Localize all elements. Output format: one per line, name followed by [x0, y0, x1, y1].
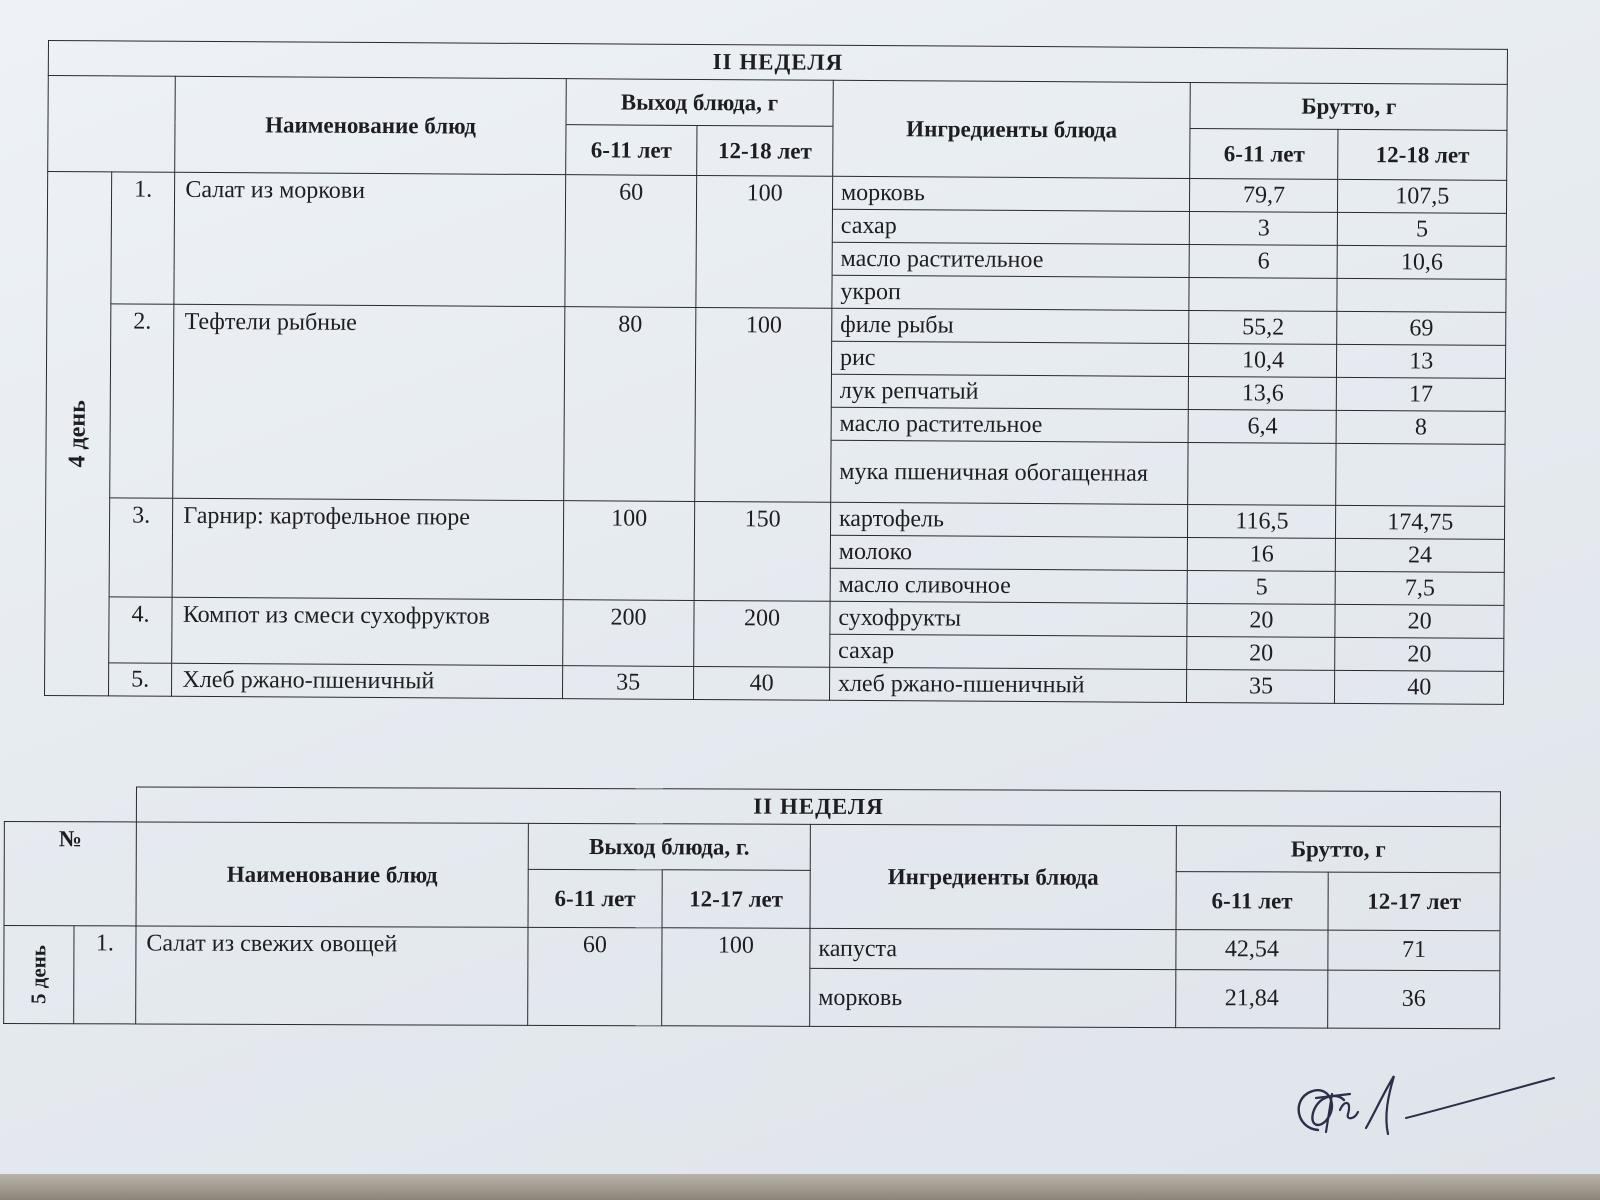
- dish-yield-a: 35: [562, 666, 694, 700]
- dish-yield-b: 40: [694, 666, 830, 700]
- ingredient-name: морковь: [832, 176, 1190, 211]
- header-gross-age-a: 6-11 лет: [1176, 872, 1328, 931]
- ingredient-gross-b: 40: [1335, 670, 1504, 704]
- ingredient-gross-a: 13,6: [1189, 376, 1337, 410]
- header-dish-name: Наименование блюд: [175, 76, 566, 174]
- ingredient-gross-a: [1189, 277, 1337, 311]
- ingredient-gross-b: 8: [1336, 410, 1505, 444]
- day-label: [26, 945, 51, 1004]
- ingredient-name: сахар: [832, 209, 1190, 244]
- week-title: II НЕДЕЛЯ: [48, 41, 1507, 85]
- week-title: II НЕДЕЛЯ: [136, 787, 1500, 827]
- ingredient-name: хлеб ржано-пшеничный: [829, 667, 1187, 702]
- header-ingredients: Ингредиенты блюда: [833, 80, 1191, 178]
- ingredient-gross-a: 6,4: [1189, 409, 1337, 443]
- ingredient-gross-b: 17: [1337, 377, 1506, 411]
- ingredient-gross-a: 116,5: [1188, 504, 1336, 538]
- dish-yield-b: 200: [694, 600, 830, 667]
- ingredient-name: укроп: [832, 275, 1190, 310]
- ingredient-name: картофель: [830, 502, 1188, 537]
- menu-table-day-4: [44, 40, 1508, 705]
- header-gross-age-a: 6-11 лет: [1190, 128, 1338, 179]
- ingredient-gross-b: 24: [1336, 538, 1505, 572]
- dish-yield-b: 150: [694, 501, 830, 601]
- ingredient-name: лук репчатый: [831, 374, 1189, 409]
- ingredient-name: рис: [831, 341, 1189, 376]
- ingredient-gross-a: 16: [1188, 537, 1336, 571]
- ingredient-gross-a: 5: [1188, 570, 1336, 604]
- ingredient-gross-a: 55,2: [1189, 310, 1337, 344]
- dish-yield-a: 80: [563, 307, 696, 502]
- ingredient-name: морковь: [810, 968, 1176, 1027]
- ingredient-gross-a: 21,84: [1176, 970, 1328, 1029]
- header-dish-name: Наименование блюд: [136, 822, 528, 927]
- ingredient-gross-b: 71: [1328, 930, 1500, 971]
- day-word: день: [26, 945, 51, 989]
- ingredient-gross-a: 79,7: [1190, 178, 1338, 212]
- ingredient-gross-b: 69: [1337, 311, 1506, 345]
- ingredient-gross-a: 35: [1187, 669, 1335, 703]
- dish-yield-a: 60: [565, 175, 697, 308]
- header-yield-age-a: 6-11 лет: [565, 125, 697, 176]
- ingredient-gross-a: 20: [1187, 636, 1335, 670]
- ingredient-name: филе рыбы: [832, 308, 1190, 343]
- ingredient-name: масло сливочное: [830, 568, 1188, 603]
- ingredient-gross-b: 10,6: [1337, 245, 1506, 279]
- dish-name: Хлеб ржано-пшеничный: [172, 663, 563, 698]
- dish-number: 3.: [109, 498, 173, 597]
- dish-name: Салат из свежих овощей: [136, 926, 528, 1025]
- dish-yield-a: 100: [563, 501, 695, 601]
- dish-number: 1.: [74, 926, 136, 1024]
- desk-edge: [0, 1174, 1600, 1200]
- dish-yield-b: 100: [696, 175, 832, 308]
- ingredient-name: масло растительное: [832, 242, 1190, 277]
- ingredient-name: масло растительное: [831, 407, 1189, 442]
- dish-name: Компот из смеси сухофруктов: [172, 597, 563, 665]
- dish-number: 2.: [109, 304, 174, 498]
- header-gross-age-b: 12-17 лет: [1328, 872, 1500, 931]
- ingredient-gross-b: 20: [1335, 604, 1504, 638]
- day-label-cell: [4, 926, 74, 1024]
- ingredient-gross-a: 10,4: [1189, 343, 1337, 377]
- ingredient-name: сухофрукты: [830, 601, 1188, 636]
- ingredient-gross-a: 20: [1187, 603, 1335, 637]
- menu-table-day-5: [3, 786, 1501, 1029]
- day-label-cell: [44, 172, 111, 696]
- ingredient-gross-b: [1336, 443, 1505, 506]
- ingredient-gross-b: 13: [1337, 344, 1506, 378]
- dish-name: Салат из моркови: [174, 172, 565, 306]
- header-yield: Выход блюда, г: [566, 79, 833, 127]
- dish-yield-a: 200: [562, 600, 694, 667]
- ingredient-gross-b: 107,5: [1338, 179, 1507, 213]
- signature: [1288, 1070, 1558, 1160]
- ingredient-gross-b: [1337, 278, 1506, 312]
- header-gross: Брутто, г: [1190, 82, 1507, 130]
- day-label: 4 день: [64, 399, 91, 468]
- header-yield-age-a: 6-11 лет: [528, 869, 662, 927]
- ingredient-name: молоко: [830, 535, 1188, 570]
- ingredient-name: капуста: [810, 928, 1176, 969]
- header-number: №: [4, 822, 136, 926]
- dish-number: 1.: [111, 172, 175, 304]
- dish-yield-a: 60: [528, 927, 662, 1025]
- ingredient-gross-b: 36: [1328, 970, 1500, 1029]
- ingredient-gross-b: 174,75: [1336, 505, 1505, 539]
- header-ingredients: Ингредиенты блюда: [810, 824, 1176, 929]
- ingredient-gross-b: 20: [1335, 637, 1504, 671]
- header-yield-age-b: 12-17 лет: [662, 870, 810, 929]
- header-gross-age-b: 12-18 лет: [1338, 129, 1507, 180]
- header-gross: Брутто, г: [1176, 826, 1500, 873]
- dish-yield-b: 100: [662, 928, 810, 1027]
- dish-number: 5.: [108, 663, 172, 696]
- dish-yield-b: 100: [695, 307, 832, 502]
- header-yield: Выход блюда, г.: [528, 823, 810, 870]
- header-yield-age-b: 12-18 лет: [697, 125, 833, 176]
- day-number: 5: [26, 993, 51, 1005]
- ingredient-gross-b: 7,5: [1335, 571, 1504, 605]
- ingredient-gross-b: 5: [1338, 212, 1507, 246]
- ingredient-gross-a: [1188, 442, 1336, 505]
- header-corner-blank: [48, 76, 176, 173]
- ingredient-gross-a: 6: [1190, 244, 1338, 278]
- ingredient-name: сахар: [830, 634, 1188, 669]
- ingredient-gross-a: 42,54: [1176, 930, 1328, 971]
- dish-name: Тефтели рыбные: [173, 304, 565, 500]
- ingredient-name: мука пшеничная обогащенная: [831, 440, 1189, 504]
- dish-name: Гарнир: картофельное пюре: [172, 498, 563, 599]
- title-spacer: [4, 787, 136, 822]
- dish-number: 4.: [108, 597, 172, 663]
- ingredient-gross-a: 3: [1190, 211, 1338, 245]
